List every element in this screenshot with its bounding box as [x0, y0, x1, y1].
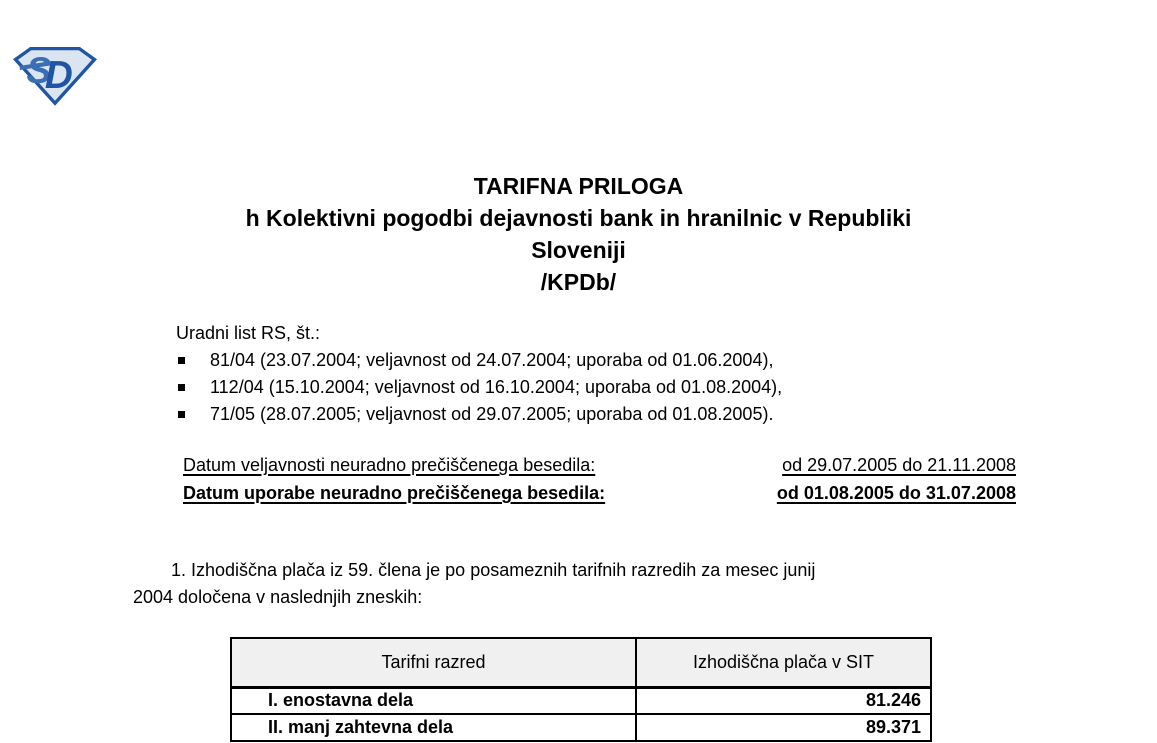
- list-item-text: 71/05 (28.07.2005; veljavnost od 29.07.2005; uporaba od 01.08.2005).: [210, 404, 774, 424]
- list-item: [176, 347, 782, 374]
- list-item-text: 112/04 (15.10.2004; veljavnost od 16.10.2004; uporaba od 01.08.2004),: [210, 377, 783, 397]
- title-line-2: h Kolektivni pogodbi dejavnosti bank in hranilnic v Republiki: [245, 205, 912, 231]
- table-row: [231, 714, 931, 741]
- cell-placa: 89.371: [636, 714, 931, 741]
- usage-line: [183, 479, 1016, 507]
- cell-razred: II. manj zahtevna dela: [231, 714, 636, 741]
- validity-value: od 29.07.2005 do 21.11.2008: [782, 455, 1016, 475]
- validity-line: [183, 451, 1016, 479]
- document-title: [0, 170, 1157, 298]
- square-bullet-icon: [178, 411, 185, 418]
- cell-razred: I. enostavna dela: [231, 687, 636, 714]
- title-line-4: /KPDb/: [540, 269, 617, 295]
- list-item-text: 81/04 (23.07.2004; veljavnost od 24.07.2004; uporaba od 01.06.2004),: [210, 350, 774, 370]
- paragraph-line-1: 1. Izhodiščna plača iz 59. člena je po posameznih tarifnih razredih za mesec junij: [171, 560, 816, 580]
- official-gazette-heading: Uradni list RS, št.:: [176, 323, 321, 343]
- official-gazette-section: [176, 320, 782, 428]
- title-line-3: Sloveniji: [531, 237, 626, 263]
- validity-dates-section: [183, 451, 1016, 507]
- square-bullet-icon: [178, 357, 185, 364]
- logo-letter-d: D: [44, 54, 73, 98]
- usage-value: od 01.08.2005 do 31.07.2008: [776, 483, 1016, 503]
- logo-letter-s: S: [26, 50, 52, 92]
- tariff-table: [230, 637, 932, 742]
- title-line-1: TARIFNA PRILOGA: [473, 173, 684, 199]
- sd-logo: [13, 45, 97, 106]
- paragraph-line-2: 2004 določena v naslednjih zneskih:: [133, 587, 423, 607]
- usage-label: Datum uporabe neuradno prečiščenega besedila:: [183, 483, 606, 503]
- table-header-row: [231, 638, 931, 687]
- table-row: [231, 687, 931, 714]
- header-cell-tarifni-razred: Tarifni razred: [231, 638, 636, 687]
- sd-logo-icon: [13, 45, 97, 106]
- square-bullet-icon: [178, 384, 185, 391]
- cell-placa: 81.246: [636, 687, 931, 714]
- header-cell-izhodiscna-placa: Izhodiščna plača v SIT: [636, 638, 931, 687]
- validity-label: Datum veljavnosti neuradno prečiščenega besedila:: [183, 455, 596, 475]
- intro-paragraph: [133, 557, 1033, 611]
- list-item: [176, 374, 782, 401]
- list-item: [176, 401, 782, 428]
